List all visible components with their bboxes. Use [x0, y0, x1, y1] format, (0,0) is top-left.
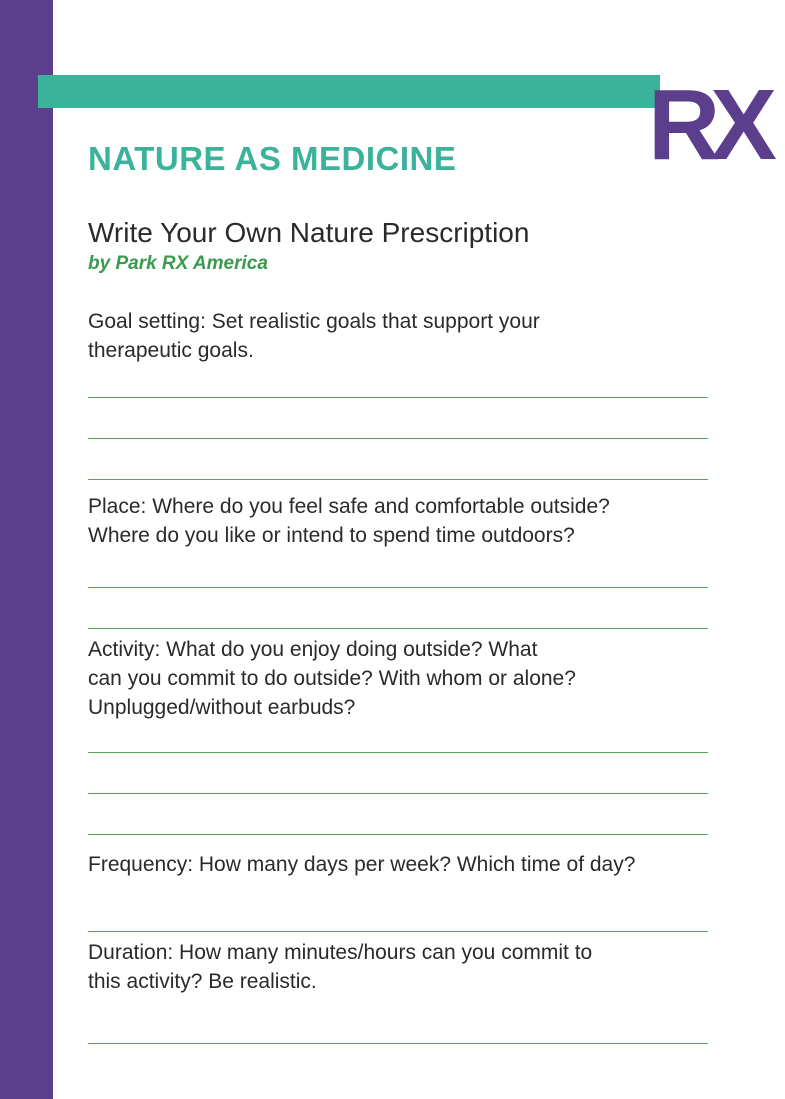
answer-line[interactable] — [88, 587, 708, 588]
question-line: Where do you like or intend to spend time outdoors? — [88, 524, 575, 547]
question-line: Frequency: How many days per week? Which time of day? — [88, 853, 636, 876]
question-line: Unplugged/without earbuds? — [88, 696, 356, 719]
sidebar-stripe — [0, 0, 53, 1099]
question-activity — [88, 635, 718, 722]
answer-line[interactable] — [88, 752, 708, 753]
answer-line[interactable] — [88, 628, 708, 629]
question-place — [88, 492, 718, 550]
answer-line[interactable] — [88, 438, 708, 439]
answer-line[interactable] — [88, 793, 708, 794]
page-title: NATURE AS MEDICINE — [88, 140, 457, 177]
question-line: can you commit to do outside? With whom or alone? — [88, 667, 576, 690]
question-duration — [88, 938, 718, 996]
question-line: Place: Where do you feel safe and comfortable outside? — [88, 495, 610, 518]
answer-line[interactable] — [88, 397, 708, 398]
question-line: Activity: What do you enjoy doing outside? What — [88, 638, 538, 661]
question-goal-setting — [88, 307, 718, 365]
answer-line[interactable] — [88, 834, 708, 835]
rx-logo-text: RX — [648, 69, 767, 181]
answer-line[interactable] — [88, 1043, 708, 1044]
answer-line[interactable] — [88, 479, 708, 480]
question-line: therapeutic goals. — [88, 339, 254, 362]
question-frequency — [88, 850, 718, 879]
header-bar — [38, 75, 660, 108]
byline: by Park RX America — [88, 253, 268, 274]
page-subtitle: Write Your Own Nature Prescription — [88, 217, 530, 248]
question-line: this activity? Be realistic. — [88, 970, 317, 993]
question-line: Goal setting: Set realistic goals that support your — [88, 310, 540, 333]
answer-line[interactable] — [88, 931, 708, 932]
rx-logo — [646, 64, 767, 184]
question-line: Duration: How many minutes/hours can you commit to — [88, 941, 593, 964]
